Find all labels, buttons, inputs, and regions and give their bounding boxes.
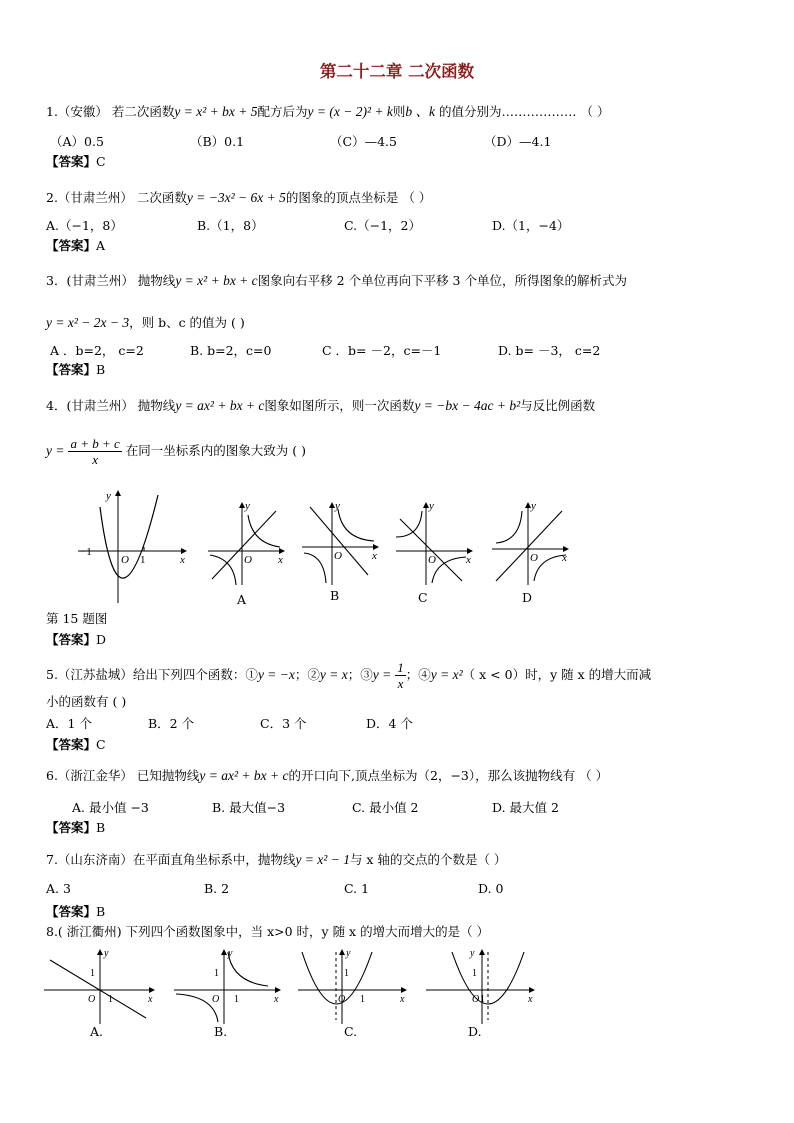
- svg-text:x: x: [562, 552, 567, 564]
- q1-option-d: （D）—4.1: [484, 134, 552, 149]
- q6-option-a: A. 最小值 −3: [72, 800, 149, 815]
- svg-text:O: O: [244, 554, 252, 566]
- question-3-line2: y = x² − 2x − 3，则 b、c 的值为 ( ): [46, 315, 245, 330]
- q1-expr2: y = (x − 2)² + k: [307, 104, 393, 119]
- page-title: 第二十二章 二次函数: [319, 62, 475, 81]
- q8-option-a-figure: [42, 946, 160, 1026]
- q3-option-d: D. b= －3， c=2: [498, 343, 601, 358]
- line-graph: [310, 507, 368, 575]
- q1-option-b: （B）0.1: [190, 134, 245, 149]
- q5-option-a: A．1 个: [46, 716, 92, 731]
- q4-label-b: B: [330, 588, 340, 603]
- q4-option-c-figure: [392, 497, 478, 589]
- svg-text:x: x: [148, 994, 153, 1005]
- hyperbola-branch-1: [338, 509, 374, 541]
- q2-answer: 【答案】A: [46, 238, 106, 253]
- q2-option-b: B.（1，8）: [197, 218, 264, 233]
- q8-label-c: C.: [344, 1024, 358, 1039]
- q7-option-a: A. 3: [46, 881, 71, 896]
- q4-label-c: C: [418, 590, 428, 605]
- x-label: x: [180, 554, 185, 566]
- q3-option-b: B. b=2，c=0: [190, 343, 272, 358]
- q3-answer: 【答案】B: [46, 362, 106, 377]
- svg-text:x: x: [400, 994, 405, 1005]
- svg-text:x: x: [466, 554, 471, 566]
- q5-option-d: D．4 个: [366, 716, 413, 731]
- q7-option-c: C. 1: [344, 881, 370, 896]
- q2-option-c: C.（−1，2）: [344, 218, 421, 233]
- svg-text:1: 1: [472, 968, 477, 979]
- svg-text:x: x: [372, 550, 377, 562]
- q4-parabola-figure: [74, 485, 196, 607]
- svg-text:1: 1: [480, 994, 485, 1005]
- q3-option-a: A ．b=2， c=2: [50, 343, 144, 358]
- tick-1-label: 1: [140, 554, 146, 566]
- q5-option-b: B．2 个: [148, 716, 195, 731]
- q8-label-b: B.: [214, 1024, 228, 1039]
- hyperbola-branch-1: [228, 952, 268, 986]
- question-4-line2: y = $\frac{a + b + c}{x}$ 在同一坐标系内的图象大致为 ( ): [46, 436, 306, 467]
- y-label: y: [106, 490, 111, 502]
- parabola-curve: [100, 495, 158, 578]
- q4-fraction: $\frac{a + b + c}{x}$: [70, 436, 120, 467]
- hyperbola-branch-2: [304, 553, 326, 583]
- line-graph: [212, 511, 276, 579]
- svg-text:O: O: [428, 554, 436, 566]
- q8-option-b-figure: [172, 946, 286, 1026]
- q6-answer: 【答案】B: [46, 820, 106, 835]
- q8-option-d-figure: [424, 946, 540, 1026]
- hyperbola-branch-1: [396, 511, 422, 537]
- svg-text:y: y: [531, 500, 536, 512]
- svg-text:1: 1: [344, 968, 349, 979]
- q5-option-c: C．3 个: [260, 716, 307, 731]
- q1-option-c: （C）—4.5: [330, 134, 397, 149]
- q4-answer: 【答案】D: [46, 632, 107, 647]
- line-graph: [50, 960, 146, 1018]
- svg-text:x: x: [278, 554, 283, 566]
- q4-figure-caption: 第 15 题图: [46, 611, 108, 626]
- svg-text:y: y: [346, 948, 351, 959]
- q6-option-c: C. 最小值 2: [352, 800, 419, 815]
- svg-text:x: x: [528, 994, 533, 1005]
- q7-option-b: B. 2: [204, 881, 230, 896]
- q8-option-c-figure: [296, 946, 412, 1026]
- svg-text:y: y: [104, 948, 109, 959]
- question-7: 7.（山东济南）在平面直角坐标系中，抛物线y = x² − 1与 x 轴的交点的个数是（ ）: [46, 852, 507, 867]
- question-2: 2.（甘肃兰州） 二次函数y = −3x² − 6x + 5的图象的顶点坐标是 （ ）: [46, 190, 432, 205]
- svg-text:1: 1: [234, 994, 239, 1005]
- question-5: 5.（江苏盐城）给出下列四个函数：①y = −x；②y = x；③y = $\frac{1}{x}$ ；④y = x²（ x < 0）时，y 随 x 的增大而减: [46, 660, 652, 691]
- hyperbola-branch-2: [210, 555, 236, 585]
- q8-label-d: D.: [468, 1024, 482, 1039]
- tick-neg1-label: −1: [80, 546, 92, 558]
- svg-text:1: 1: [90, 968, 95, 979]
- svg-text:O: O: [212, 994, 220, 1005]
- q4-label-a: A: [237, 592, 247, 607]
- line-graph: [496, 511, 562, 581]
- q6-option-d: D. 最大值 2: [492, 800, 559, 815]
- q4-label-d: D: [522, 590, 533, 605]
- q5-fraction: $\frac{1}{x}$: [397, 660, 404, 691]
- question-4: 4．(甘肃兰州） 抛物线y = ax² + bx + c图象如图所示，则一次函数y = −bx − 4ac + b²与反比例函数: [46, 398, 596, 413]
- svg-text:y: y: [335, 500, 340, 512]
- svg-text:y: y: [470, 948, 475, 959]
- svg-text:y: y: [245, 500, 250, 512]
- question-5-line2: 小的函数有 ( ): [46, 694, 127, 709]
- question-8: 8.( 浙江衢州) 下列四个函数图象中，当 x>0 时，y 随 x 的增大而增大的是（ ）: [46, 924, 490, 939]
- q8-label-a: A.: [90, 1024, 104, 1039]
- question-3: 3．(甘肃兰州） 抛物线y = x² + bx + c图象向右平移 2 个单位再向下平移 3 个单位，所得图象的解析式为: [46, 273, 627, 288]
- q7-option-d: D. 0: [478, 881, 504, 896]
- svg-text:O: O: [88, 994, 96, 1005]
- q6-option-b: B. 最大值−3: [212, 800, 286, 815]
- hyperbola-branch-1: [248, 515, 280, 547]
- svg-text:O: O: [472, 994, 480, 1005]
- svg-text:1: 1: [360, 994, 365, 1005]
- q4-option-a-figure: [204, 497, 290, 589]
- svg-text:O: O: [334, 550, 342, 562]
- hyperbola-branch-1: [496, 511, 522, 543]
- hyperbola-branch-2: [432, 557, 466, 583]
- svg-text:O: O: [530, 552, 538, 564]
- svg-text:1: 1: [108, 994, 113, 1005]
- svg-text:y: y: [228, 948, 233, 959]
- svg-text:x: x: [274, 994, 279, 1005]
- q5-answer: 【答案】C: [46, 737, 106, 752]
- q1-option-a: （A）0.5: [50, 134, 104, 149]
- q1-expr1: y = x² + bx + 5: [174, 104, 258, 119]
- q7-answer: 【答案】B: [46, 904, 106, 919]
- question-1: 1.（安徽） 若二次函数y = x² + bx + 5配方后为y = (x − 2)² + k则b 、k 的值分别为……………… （ ）: [46, 104, 610, 119]
- q2-option-d: D.（1，−4）: [492, 218, 570, 233]
- q2-option-a: A.（−1，8）: [46, 218, 123, 233]
- svg-text:O: O: [338, 994, 346, 1005]
- question-6: 6.（浙江金华） 已知抛物线y = ax² + bx + c的开口向下,顶点坐标为（2，−3），那么该抛物线有 （ ）: [46, 768, 609, 783]
- q4-option-d-figure: [488, 497, 574, 589]
- q1-answer: 【答案】C: [46, 154, 106, 169]
- line-graph: [400, 519, 462, 581]
- svg-text:y: y: [429, 500, 434, 512]
- svg-text:1: 1: [214, 968, 219, 979]
- q3-option-c: C ．b= －2，c=－1: [322, 343, 442, 358]
- origin-label: O: [121, 554, 129, 566]
- q4-option-b-figure: [298, 497, 384, 589]
